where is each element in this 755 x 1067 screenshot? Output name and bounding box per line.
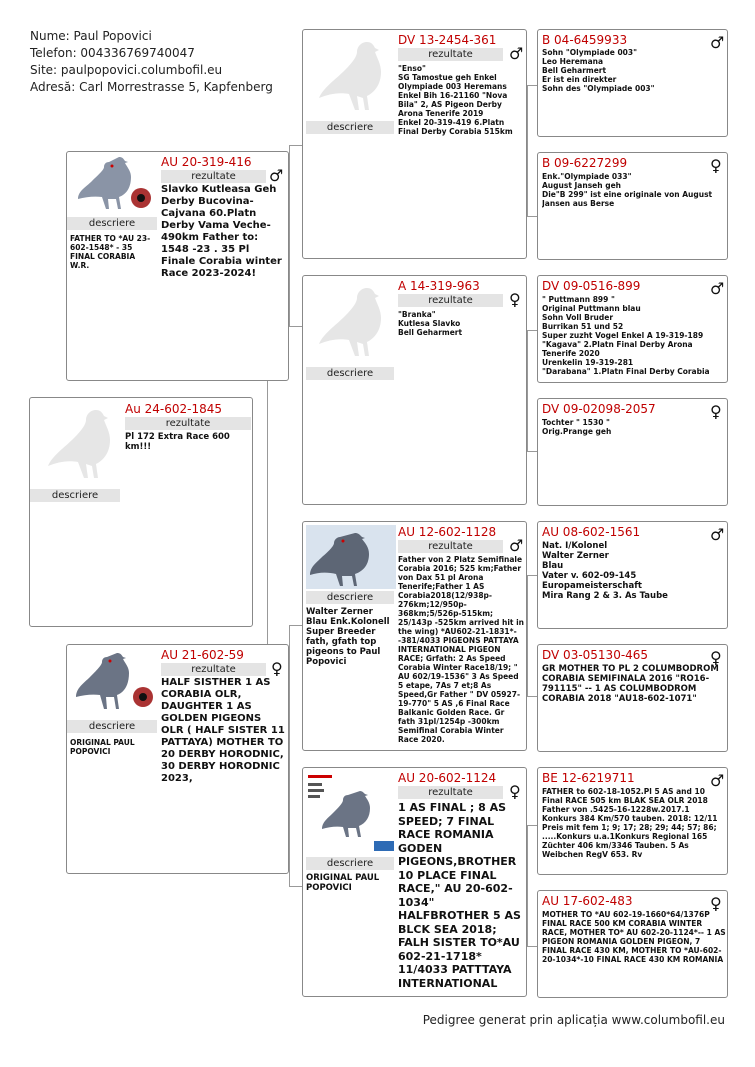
dss-ring: AU 08-602-1561 (542, 525, 641, 539)
sd-results-button[interactable]: rezultate (398, 294, 503, 307)
ss-results-button[interactable]: rezultate (398, 48, 503, 61)
subject-description-button[interactable]: descriere (30, 489, 120, 502)
sd-ring: A 14-319-963 (398, 279, 480, 293)
sd-notes: "Branka" Kutlesa Slavko Bell Geharmert (398, 310, 463, 337)
subject-notes: Pl 172 Extra Race 600 km!!! (125, 432, 230, 452)
male-icon: ♂ (710, 279, 725, 298)
owner-phone: Telefon: 004336769740047 (30, 46, 195, 60)
female-icon: ♀ (509, 290, 521, 309)
ds-description-button[interactable]: descriere (306, 591, 394, 604)
ssd-notes: Enk."Olympiade 033" August Janseh geh Die"B 299" ist eine originale von August Jansen aus Berse (542, 172, 713, 208)
male-icon: ♂ (509, 44, 524, 63)
ds-results-button[interactable]: rezultate (398, 540, 503, 553)
sd-description-button[interactable]: descriere (306, 367, 394, 380)
dd-ring: AU 20-602-1124 (398, 771, 497, 785)
sdd-ring: DV 09-02098-2057 (542, 402, 656, 416)
female-icon: ♀ (710, 648, 722, 667)
ds-ring: AU 12-602-1128 (398, 525, 497, 539)
ss-description-button[interactable]: descriere (306, 121, 394, 134)
sdd-card[interactable] (537, 398, 728, 506)
footer-credit: Pedigree generat prin aplicația www.columbofil.eu (422, 1013, 725, 1027)
sire-dam-card[interactable] (302, 275, 527, 505)
dam-dam-card[interactable] (302, 767, 527, 997)
dd-photo (306, 771, 396, 855)
male-icon: ♂ (710, 771, 725, 790)
female-icon: ♀ (509, 782, 521, 801)
dss-notes: Nat. I/Kolonel Walter Zerner Blau Vater v. 602-09-145 Europameisterschaft Mira Rang 2 & 3. As Taube (542, 541, 668, 601)
owner-info (30, 28, 273, 96)
ss-ring: DV 13-2454-361 (398, 33, 497, 47)
dd-description-button[interactable]: descriere (306, 857, 394, 870)
pigeon-placeholder-photo (309, 280, 397, 368)
sire-ring: AU 20-319-416 (161, 155, 252, 169)
ds-notes: Father von 2 Platz Semifinale Corabia 2016; 525 km;Father von Dax 51 pl Arona Tenerife;Father 1 AS Corabia2018(12/938p-276km;12/950p-368km;5/526p-515km; 25/143p -525km arrived hit in the wing) *AU602-21-1831*--381/4033 PIGEONS PATTAYA INTERNATIONAL PIGEON RACE; Grfath: 2 As Speed Corabia Winter Race18/19; " AU 602/19-1536" 3 As Speed 5 etape, 7As 7 et;8 As Speed,Gr Father " DV 05927-19-770" 5 AS ,6 Final Race Balkanic Golden Race. Gr fath 31pl/1254p -300km Semifinal Corabia Winter Race 2020. (398, 555, 524, 744)
male-icon: ♂ (710, 33, 725, 52)
connector-dam (289, 625, 303, 887)
dds-card[interactable] (537, 767, 728, 875)
sire-notes: Slavko Kutleasa Geh Derby Bucovina-Cajvana 60.Platn Derby Vama Veche-490km Father to: 1548 -23 . 35 Pl Finale Corabia winter Race 2023-2024! (161, 184, 282, 279)
sire-card[interactable] (66, 151, 289, 381)
sds-ring: DV 09-0516-899 (542, 279, 641, 293)
male-icon: ♂ (269, 166, 284, 185)
sire-sire-card[interactable] (302, 29, 527, 259)
dsd-card[interactable] (537, 644, 728, 752)
dam-side-notes: ORIGINAL PAUL POPOVICI (70, 738, 135, 756)
ddd-ring: AU 17-602-483 (542, 894, 633, 908)
dd-notes: 1 AS FINAL ; 8 AS SPEED; 7 FINAL RACE ROMANIA GODEN PIGEONS,BROTHER 10 PLACE FINAL RACE," AU 20-602-1034" HALFBROTHER 5 AS BLCK SEA 2018; FALH SISTER TO*AU 602-21-1718* 11/4033 PATTTAYA INTERNATIONAL (398, 801, 521, 990)
sss-ring: B 04-6459933 (542, 33, 628, 47)
ssd-ring: B 09-6227299 (542, 156, 628, 170)
sss-card[interactable] (537, 29, 728, 137)
ssd-card[interactable] (537, 152, 728, 260)
dss-card[interactable] (537, 521, 728, 629)
dds-ring: BE 12-6219711 (542, 771, 635, 785)
dd-side-notes: ORIGINAL PAUL POPOVICI (306, 873, 380, 893)
dam-notes: HALF SISTHER 1 AS CORABIA OLR, DAUGHTER 1 AS GOLDEN PIGEONS OLR ( HALF SISTER 11 PATTAYA) MOTHER TO 20 DERBY HORODNIC, 30 DERBY HORODNIC 2023, (161, 677, 285, 784)
female-icon: ♀ (710, 894, 722, 913)
dam-photo (69, 647, 158, 719)
dd-results-button[interactable]: rezultate (398, 786, 503, 799)
ds-side-notes: Walter Zerner Blau Enk.Kolonell Super Breeder fath, gfath top pigeons to Paul Popovici (306, 607, 390, 667)
connector-sire (289, 145, 303, 327)
pigeon-placeholder-photo (38, 402, 126, 490)
male-icon: ♂ (509, 536, 524, 555)
pigeon-placeholder-photo (309, 34, 397, 122)
subject-ring: Au 24-602-1845 (125, 402, 223, 416)
sire-photo (69, 154, 158, 216)
subject-results-button[interactable]: rezultate (125, 417, 251, 430)
sds-notes: " Puttmann 899 " Original Puttmann blau Sohn Voll Bruder Burrikan 51 und 52 Super zuzht Vogel Enkel A 19-319-189 "Kagava" 2.Platn Final Derby Arona Tenerife 2020 Urenkelin 19-319-281 "Darabana" 1.Platn Final Derby Corabia (542, 295, 710, 376)
female-icon: ♀ (710, 402, 722, 421)
female-icon: ♀ (710, 156, 722, 175)
ss-notes: "Enso" SG Tamostue geh Enkel Olympiade 003 Heremans Enkel Bih 16-21160 "Nova Bila" 2, AS Pigeon Derby Arona Tenerife 2019 Enkel 20-319-419 6.Platn Final Derby Corabia 515km (398, 64, 513, 136)
female-icon: ♀ (271, 659, 283, 678)
owner-name: Nume: Paul Popovici (30, 29, 152, 43)
subject-card[interactable] (29, 397, 253, 627)
dam-results-button[interactable]: rezultate (161, 663, 266, 676)
dsd-notes: GR MOTHER TO PL 2 COLUMBODROM CORABIA SEMIFINALA 2016 "RO16-791115" -- 1 AS COLUMBODROM CORABIA 2018 "AU18-602-1071" (542, 664, 719, 704)
sire-results-button[interactable]: rezultate (161, 170, 266, 183)
owner-address: Adresă: Carl Morrestrasse 5, Kapfenberg (30, 80, 273, 94)
sire-description-button[interactable]: descriere (67, 217, 157, 230)
dam-sire-card[interactable] (302, 521, 527, 751)
ddd-notes: MOTHER TO *AU 602-19-1660*64/1376P FINAL RACE 500 KM CORABIA WINTER RACE, MOTHER TO* AU 602-20-1124*-- 1 AS PIGEON ROMANIA GOLDEN PIGEON, 7 FINAL RACE 430 KM, MOTHER TO *AU-602-20-1034*-10 FINAL RACE 430 KM ROMANIA (542, 910, 726, 964)
dds-notes: FATHER to 602-18-1052.Pl 5 AS and 10 Final RACE 505 km BLAK SEA OLR 2018 Father von .5425-16-1228w.2017.1 Konkurs 384 Km/570 tauben. 2018: 12/11 Preis mit fem 1; 9; 17; 28; 29; 44; 57; 86; .....Konkurs u.a.1Konkurs Regional 165 Züchter 406 km/3346 Tauben. 5 As Weibchen RegV 653. Rv (542, 787, 718, 859)
sss-notes: Sohn "Olympiade 003" Leo Heremana Bell Geharmert Er ist ein direkter Sohn des "Olympiade 003" (542, 48, 655, 93)
sds-card[interactable] (537, 275, 728, 383)
sire-side-notes: FATHER TO *AU 23-602-1548* - 35 FINAL CORABIA W.R. (70, 234, 151, 270)
dam-description-button[interactable]: descriere (67, 720, 157, 733)
dsd-ring: DV 03-05130-465 (542, 648, 649, 662)
male-icon: ♂ (710, 525, 725, 544)
ds-photo (306, 525, 396, 589)
dam-card[interactable] (66, 644, 289, 874)
dam-ring: AU 21-602-59 (161, 648, 244, 662)
owner-site[interactable]: Site: paulpopovici.columbofil.eu (30, 63, 223, 77)
sdd-notes: Tochter " 1530 " Orig.Prange geh (542, 418, 612, 436)
ddd-card[interactable] (537, 890, 728, 998)
